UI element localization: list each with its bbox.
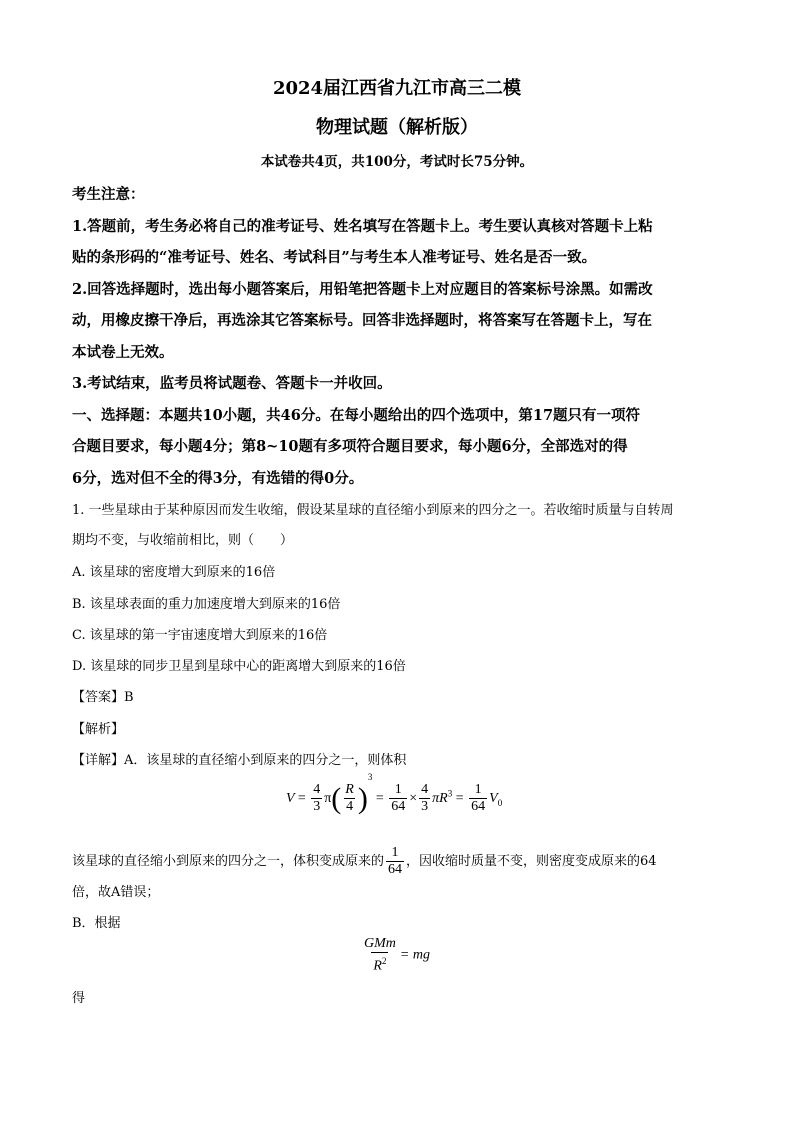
notice-line: 3.考试结束，监考员将试题卷、答题卡一并收回。 xyxy=(72,375,392,392)
notice-line: 本试卷上无效。 xyxy=(72,344,174,361)
option-d: D. 该星球的同步卫星到星球中心的距离增大到原来的16倍 xyxy=(72,659,406,674)
inline-fraction: $\frac{1}{64}$ xyxy=(388,845,403,877)
density-conclusion: 倍，故A错误； xyxy=(72,885,160,900)
document-title: 2024届江西省九江市高三二模 xyxy=(272,78,522,99)
notice-line: 动，用橡皮擦干净后，再选涂其它答案标号。回答非选择题时，将答案写在答题卡上，写在 xyxy=(72,312,652,329)
question-stem: 1. 一些星球由于某种原因而发生收缩，假设某星球的直径缩小到原来的四分之一。若收缩时质量与自转周 xyxy=(72,503,674,518)
answer-label: 【答案】B xyxy=(72,690,134,705)
exam-info: 本试卷共4页，共100分，考试时长75分钟。 xyxy=(260,154,534,170)
section-heading: 一、选择题：本题共10小题，共46分。在每小题给出的四个选项中，第17题只有一项符 xyxy=(72,407,641,424)
section-line: 6分，选对但不全的得3分，有选错的得0分。 xyxy=(72,470,364,487)
notice-line: 1.答题前，考生务必将自己的准考证号、姓名填写在答题卡上。考生要认真核对答题卡上粘 xyxy=(72,218,653,235)
option-b: B. 该星球表面的重力加速度增大到原来的16倍 xyxy=(72,597,341,612)
option-c: C. 该星球的第一宇宙速度增大到原来的16倍 xyxy=(72,628,328,643)
option-b-analysis: B．根据 xyxy=(72,916,121,931)
density-text: 该星球的直径缩小到原来的四分之一，体积变成原来的 $\frac{1}{64}$ ，因收缩时质量不变，则密度变成原来的64 xyxy=(72,845,657,877)
volume-equation: V = $\frac{4}{3}$ π( $\frac{R}{4}$ )$^3$ = $\frac{1}{64}$ × $\frac{4}{3}$ $\pi R^3$ = $\frac{1}{64}$ $V_0$ xyxy=(286,772,503,815)
notice-heading: 考生注意： xyxy=(72,186,145,203)
detail-text: 【详解】A．该星球的直径缩小到原来的四分之一，则体积 xyxy=(72,753,407,768)
option-a: A. 该星球的密度增大到原来的16倍 xyxy=(72,565,276,580)
notice-line: 贴的条形码的“准考证号、姓名、考试科目”与考生本人准考证号、姓名是否一致。 xyxy=(72,249,597,266)
question-stem: 期均不变，与收缩前相比，则（ ） xyxy=(72,533,294,548)
notice-line: 2.回答选择题时，选出每小题答案后，用铅笔把答题卡上对应题目的答案标号涂黑。如需改 xyxy=(72,281,653,298)
derive-text: 得 xyxy=(72,991,86,1006)
analysis-label: 【解析】 xyxy=(72,722,125,737)
section-line: 合题目要求，每小题4分；第8~10题有多项符合题目要求，每小题6分，全部选对的得 xyxy=(72,438,628,455)
gravity-equation: $\frac{\text{GMm}}{R^2}$ = mg xyxy=(364,936,430,974)
document-subtitle: 物理试题（解析版） xyxy=(316,117,478,138)
